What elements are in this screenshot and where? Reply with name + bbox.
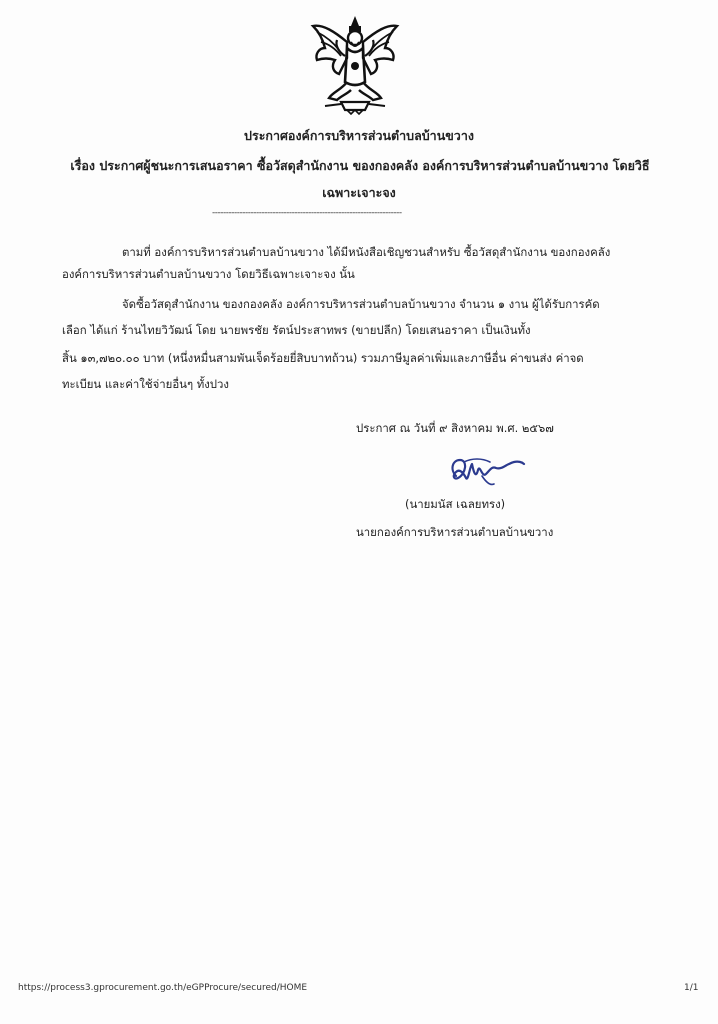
announcement-date: ประกาศ ณ วันที่ ๙ สิงหาคม พ.ศ. ๒๕๖๗ <box>356 421 554 435</box>
signer-title: นายกองค์การบริหารส่วนตำบลบ้านขวาง <box>356 525 554 539</box>
body-paragraph-2-line-4: ทะเบียน และค่าใช้จ่ายอื่นๆ ทั้งปวง <box>62 377 229 391</box>
garuda-emblem-icon <box>305 12 405 116</box>
handwritten-signature <box>442 452 532 492</box>
page-number: 1/1 <box>684 983 699 993</box>
body-paragraph-1-line-1: ตามที่ องค์การบริหารส่วนตำบลบ้านขวาง ได้มีหนังสือเชิญชวนสำหรับ ซื้อวัสดุสำนักงาน ของกองคลัง <box>122 245 611 259</box>
body-paragraph-2-line-2: เลือก ได้แก่ ร้านไทยวิวัฒน์ โดย นายพรชัย รัตน์ประสาทพร (ขายปลีก) โดยเสนอราคา เป็นเงินทั้ง <box>62 323 531 337</box>
signer-name: (นายมนัส เฉลยทรง) <box>405 497 506 511</box>
body-paragraph-2-line-1: จัดซื้อวัสดุสำนักงาน ของกองคลัง องค์การบริหารส่วนตำบลบ้านขวาง จำนวน ๑ งาน ผู้ได้รับการคัด <box>122 297 600 311</box>
body-paragraph-1-line-2: องค์การบริหารส่วนตำบลบ้านขวาง โดยวิธีเฉพาะเจาะจง นั้น <box>62 267 355 281</box>
document-title: ประกาศองค์การบริหารส่วนตำบลบ้านขวาง <box>244 128 474 143</box>
header-divider: --------------------------------------------------------------------- <box>212 208 402 218</box>
body-paragraph-2-line-3: สิ้น ๑๓,๗๒๐.๐๐ บาท (หนึ่งหมื่นสามพันเจ็ดร้อยยี่สิบบาทถ้วน) รวมภาษีมูลค่าเพิ่มและภาษีอื่น ค่าขนส่ง ค่าจด <box>62 351 584 365</box>
footer-url: https://process3.gprocurement.go.th/eGPProcure/secured/HOME <box>18 983 308 993</box>
document-subject: เรื่อง ประกาศผู้ชนะการเสนอราคา ซื้อวัสดุสำนักงาน ของกองคลัง องค์การบริหารส่วนตำบลบ้านขวาง โดยวิธี <box>70 158 650 173</box>
document-subject-continued: เฉพาะเจาะจง <box>322 185 396 200</box>
